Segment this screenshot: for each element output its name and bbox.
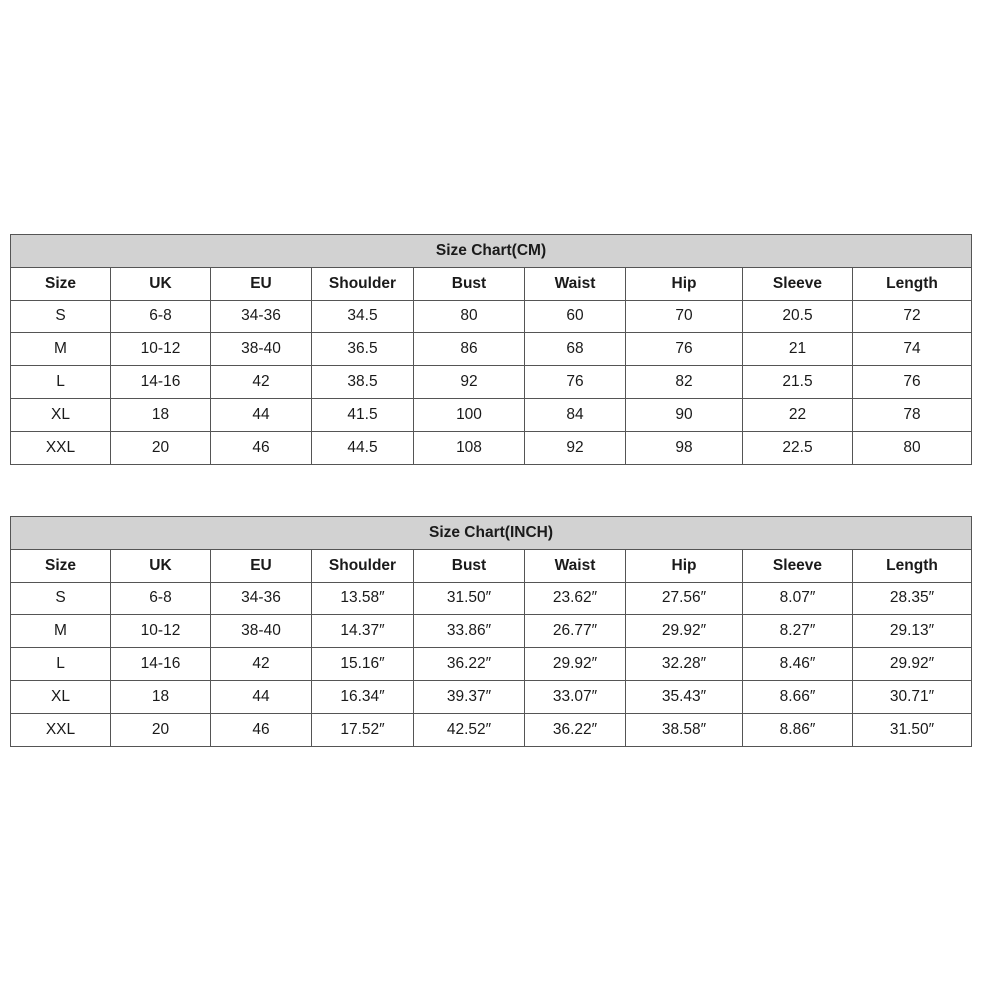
table-cell: 92 [414,366,525,399]
table-cell: L [11,366,111,399]
table-cell: 76 [626,333,743,366]
column-header: UK [111,549,211,582]
table-cell: 13.58″ [312,582,414,615]
column-header: Waist [525,267,626,300]
column-header: Sleeve [743,549,853,582]
table-cell: 30.71″ [853,680,972,713]
table-cell: 34.5 [312,300,414,333]
table-cell: L [11,648,111,681]
table-cell: 39.37″ [414,680,525,713]
table-cell: 44 [211,680,312,713]
table-cell: 76 [525,366,626,399]
table-cell: 80 [853,431,972,464]
table-cell: 92 [525,431,626,464]
column-header: Hip [626,267,743,300]
table-cell: 42 [211,366,312,399]
column-header: Bust [414,549,525,582]
column-header: Shoulder [312,549,414,582]
table-cell: 17.52″ [312,713,414,746]
table-cell: 21.5 [743,366,853,399]
table-cell: 60 [525,300,626,333]
table-cell: 6-8 [111,300,211,333]
table-cell: 21 [743,333,853,366]
table-cell: 46 [211,713,312,746]
table-cell: 26.77″ [525,615,626,648]
table-cell: 38.5 [312,366,414,399]
column-header: Length [853,267,972,300]
table-cell: 29.13″ [853,615,972,648]
table-cell: 41.5 [312,398,414,431]
table-title: Size Chart(CM) [11,235,972,268]
table-cell: 38-40 [211,333,312,366]
table-cell: 18 [111,680,211,713]
table-cell: 20 [111,431,211,464]
table-cell: 27.56″ [626,582,743,615]
table-cell: 38-40 [211,615,312,648]
table-cell: 42 [211,648,312,681]
table-cell: 82 [626,366,743,399]
table-row [11,398,972,431]
table-cell: 6-8 [111,582,211,615]
table-cell: S [11,300,111,333]
table-cell: 108 [414,431,525,464]
table-cell: 33.07″ [525,680,626,713]
table-row [11,366,972,399]
table-row [11,680,972,713]
table-cell: 23.62″ [525,582,626,615]
table-cell: 34-36 [211,582,312,615]
column-header: Sleeve [743,267,853,300]
table-cell: 70 [626,300,743,333]
table-cell: 10-12 [111,615,211,648]
size-chart-cm-table [10,234,972,465]
table-cell: 8.07″ [743,582,853,615]
table-cell: 10-12 [111,333,211,366]
table-cell: 44 [211,398,312,431]
column-header: Waist [525,549,626,582]
table-cell: 100 [414,398,525,431]
table-row [11,648,972,681]
table-cell: 14-16 [111,366,211,399]
table-cell: 36.22″ [525,713,626,746]
table-cell: XXL [11,431,111,464]
size-chart-inch-table [10,516,972,747]
table-cell: 29.92″ [525,648,626,681]
table-cell: 32.28″ [626,648,743,681]
column-header: Shoulder [312,267,414,300]
table-cell: 46 [211,431,312,464]
table-cell: 36.22″ [414,648,525,681]
table-cell: 28.35″ [853,582,972,615]
table-cell: 38.58″ [626,713,743,746]
table-cell: 22.5 [743,431,853,464]
column-header: Size [11,267,111,300]
table-row [11,333,972,366]
column-header: Hip [626,549,743,582]
table-cell: 8.86″ [743,713,853,746]
table-row [11,431,972,464]
table-cell: M [11,333,111,366]
table-cell: 80 [414,300,525,333]
table-cell: 35.43″ [626,680,743,713]
table-row [11,582,972,615]
table-cell: XL [11,398,111,431]
column-header: Bust [414,267,525,300]
table-cell: 15.16″ [312,648,414,681]
column-header: EU [211,549,312,582]
table-cell: 18 [111,398,211,431]
table-cell: 76 [853,366,972,399]
table-cell: S [11,582,111,615]
table-cell: 14.37″ [312,615,414,648]
table-cell: 98 [626,431,743,464]
table-cell: 31.50″ [853,713,972,746]
table-cell: 42.52″ [414,713,525,746]
table-cell: 44.5 [312,431,414,464]
table-cell: M [11,615,111,648]
table-cell: 84 [525,398,626,431]
table-cell: 36.5 [312,333,414,366]
table-row [11,615,972,648]
table-row [11,713,972,746]
table-cell: 16.34″ [312,680,414,713]
column-header: EU [211,267,312,300]
table-cell: 31.50″ [414,582,525,615]
column-header: UK [111,267,211,300]
table-cell: 72 [853,300,972,333]
column-header: Size [11,549,111,582]
table-cell: 86 [414,333,525,366]
table-cell: 68 [525,333,626,366]
table-cell: 33.86″ [414,615,525,648]
table-title: Size Chart(INCH) [11,517,972,550]
table-cell: 14-16 [111,648,211,681]
column-header: Length [853,549,972,582]
table-row [11,300,972,333]
table-cell: 22 [743,398,853,431]
table-cell: XXL [11,713,111,746]
table-cell: 8.66″ [743,680,853,713]
table-cell: 8.46″ [743,648,853,681]
table-cell: 29.92″ [626,615,743,648]
table-cell: 90 [626,398,743,431]
table-cell: 74 [853,333,972,366]
table-cell: 34-36 [211,300,312,333]
table-cell: 20.5 [743,300,853,333]
table-cell: XL [11,680,111,713]
table-cell: 8.27″ [743,615,853,648]
table-cell: 78 [853,398,972,431]
table-cell: 29.92″ [853,648,972,681]
table-cell: 20 [111,713,211,746]
